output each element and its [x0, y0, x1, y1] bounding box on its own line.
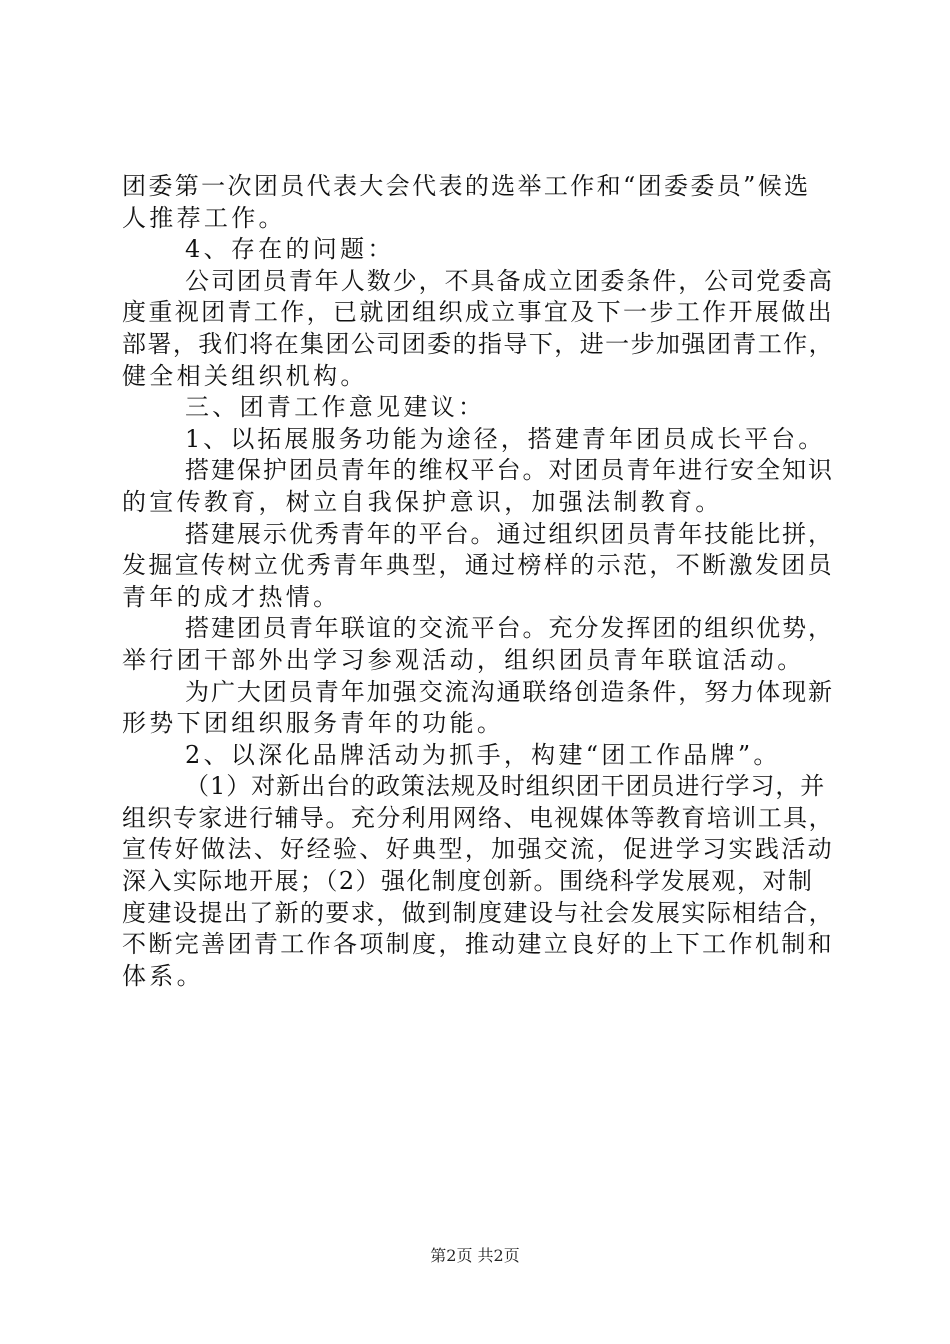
- text-line: 部署，我们将在集团公司团委的指导下，进一步加强团青工作，: [122, 329, 834, 358]
- page-footer: 第2页 共2页: [430, 1246, 520, 1265]
- text-line: 为广大团员青年加强交流沟通联络创造条件，努力体现新: [185, 677, 834, 706]
- text-line: 的宣传教育，树立自我保护意识，加强法制教育。: [122, 487, 723, 516]
- text-line: 公司团员青年人数少，不具备成立团委条件，公司党委高: [185, 266, 834, 295]
- text-line: 度建设提出了新的要求，做到制度建设与社会发展实际相结合，: [122, 898, 834, 927]
- text-line: 4、存在的问题：: [185, 235, 395, 264]
- text-line: 体系。: [122, 961, 204, 990]
- text-line: 团委第一次团员代表大会代表的选举工作和“团委委员”候选: [122, 172, 811, 200]
- text-line: 2、以深化品牌活动为抓手，构建“团工作品牌”。: [185, 740, 781, 769]
- text-line: 举行团干部外出学习参观活动，组织团员青年联谊活动。: [122, 645, 805, 674]
- text-line: 搭建团员青年联谊的交流平台。充分发挥团的组织优势，: [185, 614, 834, 643]
- text-line: 组织专家进行辅导。充分利用网络、电视媒体等教育培训工具，: [122, 803, 834, 832]
- text-line: 健全相关组织机构。: [122, 361, 368, 390]
- text-line: 人推荐工作。: [122, 203, 286, 232]
- text-line: 青年的成才热情。: [122, 582, 341, 611]
- text-line: 搭建保护团员青年的维权平台。对团员青年进行安全知识: [185, 456, 834, 485]
- document-body: [122, 171, 834, 992]
- text-line: 深入实际地开展；（2）强化制度创新。围绕科学发展观，对制: [122, 867, 814, 896]
- text-line: （1）对新出台的政策法规及时组织团干团员进行学习，并: [185, 772, 826, 801]
- text-line: 发掘宣传树立优秀青年典型，通过榜样的示范，不断激发团员: [122, 551, 834, 580]
- text-line: 度重视团青工作，已就团组织成立事宜及下一步工作开展做出: [122, 298, 834, 327]
- text-line: 形势下团组织服务青年的功能。: [122, 709, 505, 738]
- text-line: 1、以拓展服务功能为途径，搭建青年团员成长平台。: [185, 424, 826, 453]
- text-line: 不断完善团青工作各项制度，推动建立良好的上下工作机制和: [122, 930, 834, 959]
- text-line: 宣传好做法、好经验、好典型，加强交流，促进学习实践活动: [122, 835, 834, 864]
- text-line: 三、团青工作意见建议：: [185, 393, 486, 422]
- text-line: 搭建展示优秀青年的平台。通过组织团员青年技能比拼，: [185, 519, 834, 548]
